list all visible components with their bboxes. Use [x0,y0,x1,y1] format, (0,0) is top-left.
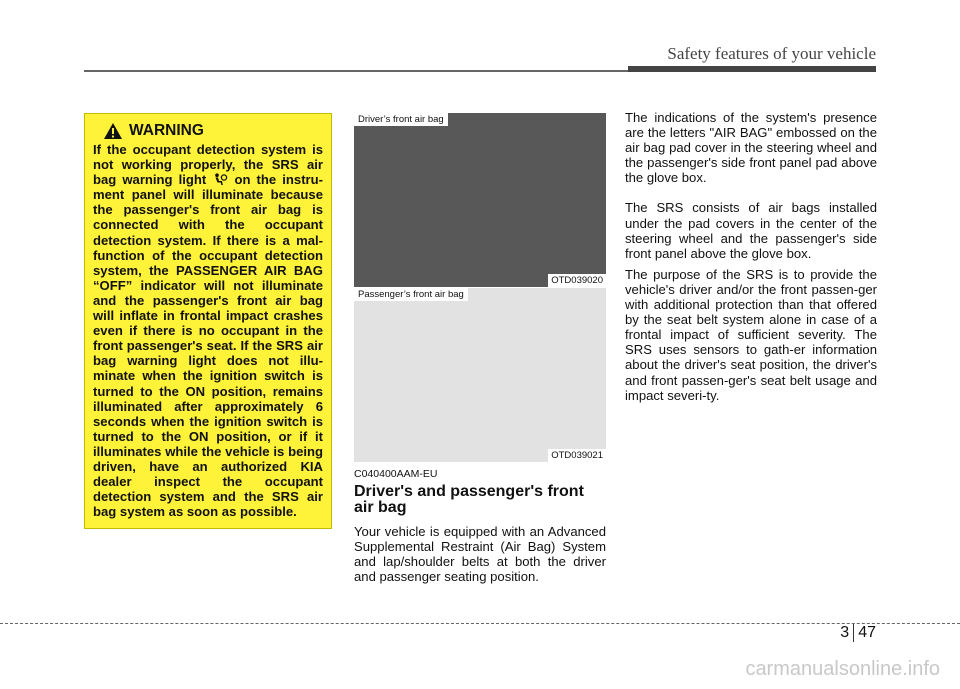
warning-text [93,142,323,519]
page-number-divider [853,624,854,642]
page-number-value: 47 [858,624,876,641]
warning-triangle-icon [103,122,123,140]
warning-text-part1: If the occupant detection system is not working properly, the SRS air bag warning light [93,142,323,188]
warning-box [84,113,332,529]
footer-rule [0,623,960,624]
right-paragraph-1: The indications of the system's presence are the letters "AIR BAG" embossed on the air bag pad cover in the steering wheel and the passenger's side front panel pad above the glove box. [625,110,877,186]
figure-label: Passenger’s front air bag [354,288,468,301]
right-paragraph-3: The purpose of the SRS is to provide the vehicle's driver and/or the front passen-ger with additional protection than that offered by the seat belt system alone in case of a frontal impact of sufficient severity. The SRS uses sensors to gath-er information about the driver's seat position, the driver's and front passen-ger's seat belt usage and impact severi-ty. [625,266,877,403]
figure-driver-airbag [354,113,606,287]
header-title: Safety features of your vehicle [667,44,876,63]
section-body: Your vehicle is equipped with an Advanced Supplemental Restraint (Air Bag) System and lap/shoulder belts at both the driver and passenger seating position. [354,524,606,585]
right-paragraph-2: The SRS consists of air bags installed under the pad covers in the center of the steering wheel and the passenger's side front panel above the glove box. [625,200,877,261]
section-heading: Driver's and passenger's front air bag [354,483,584,516]
right-column [625,110,877,418]
warning-title: WARNING [129,122,204,139]
warning-header [103,122,323,140]
airbag-warning-light-icon [212,173,228,186]
section-code: C040400AAM-EU [354,468,438,480]
section-block [354,468,606,584]
figure-code: OTD039020 [548,274,606,287]
chapter-number: 3 [840,624,850,641]
page-number [840,624,876,642]
watermark: carmanualsonline.info [745,658,940,680]
figure-label: Driver’s front air bag [354,113,448,126]
figure-passenger-airbag [354,288,606,462]
figure-code: OTD039021 [548,449,606,462]
warning-text-part2: on the instru-ment panel will illuminate because the passenger's front air bag is connected with the occupant detection system. If there is a mal-function of the occupant detection system, the PASSENGER AIR BAG “OFF” indicator will not illuminate and the passenger's front air bag will inflate in frontal impact crashes even if there is no occupant in the front passenger's seat. If the SRS air bag warning light does not illu-minate when the ignition switch is turned to the ON position, remains illuminated after approximately 6 seconds when the ignition switch is turned to the ON position, or if it illuminates while the vehicle is being driven, have an authorized KIA dealer inspect the occupant detection system and the SRS air bag system as soon as possible. [93,172,324,520]
header-bar [628,66,876,72]
